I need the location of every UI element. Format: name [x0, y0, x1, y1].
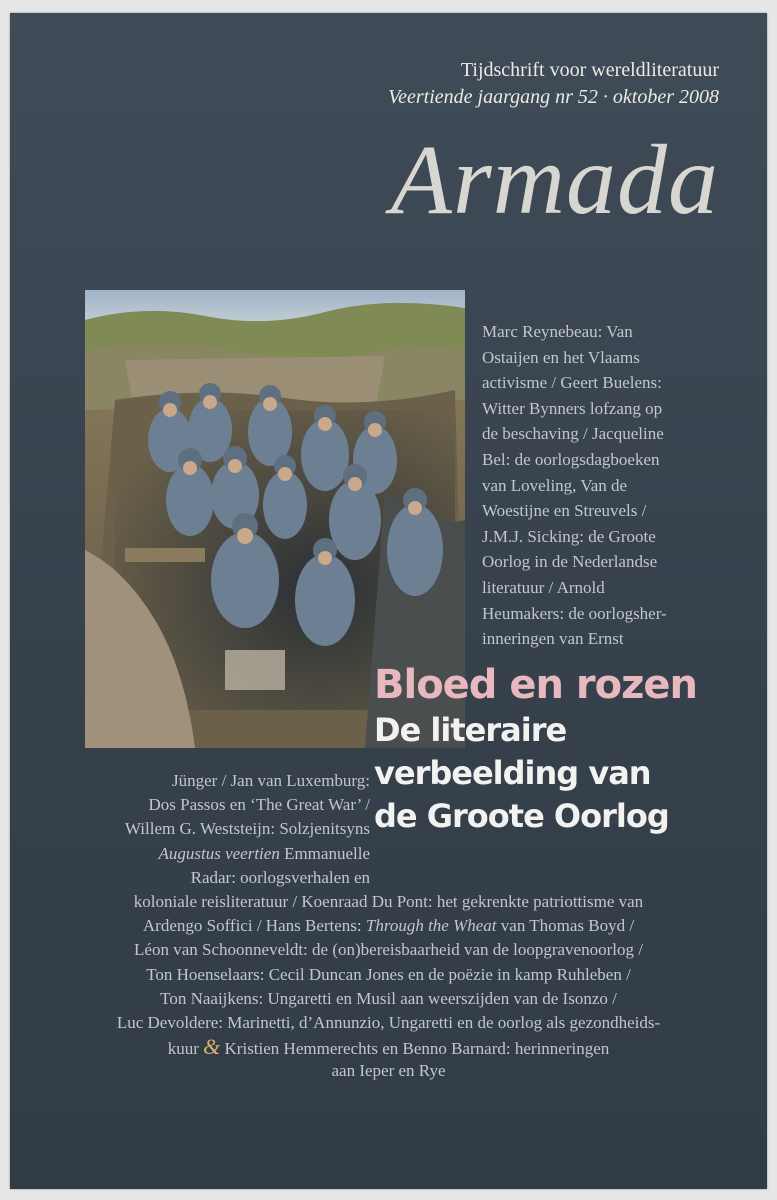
contents-line: Marc Reynebeau: Van — [482, 322, 633, 341]
headline-title: Bloed en rozen — [374, 662, 697, 708]
contents-line: Oorlog in de Nederlandse — [482, 552, 658, 572]
contents-line: kuur & Kristien Hemmerechts en Benno Barnard: herinneringen — [167, 1034, 610, 1060]
subtitle-line-2: Veertiende jaargang nr 52 · oktober 2008 — [388, 86, 719, 108]
contents-line: Dos Passos en ‘The Great War’ / — [148, 795, 370, 815]
contents-line: Woestijne en Streuvels / — [482, 501, 647, 521]
contents-line: literatuur / Arnold — [482, 577, 605, 597]
contents-line: Ostaijen en het Vlaams — [482, 347, 640, 367]
italic-title: Through the Wheat — [365, 916, 497, 936]
contents-line: Witter Bynners lofzang op — [482, 398, 663, 418]
contents-line: koloniale reisliteratuur / Koenraad Du Pont: het gekrenkte patriottisme van — [133, 892, 644, 911]
contents-line: Bel: de oorlogsdagboeken — [482, 449, 660, 469]
headline-subtitle-line-1: De literaire — [374, 711, 567, 749]
magazine-cover — [10, 13, 767, 1189]
contents-right-column — [482, 319, 742, 652]
contents-line: Ton Hoenselaars: Cecil Duncan Jones en de poëzie in kamp Ruhleben / — [146, 964, 631, 984]
contents-line: Jünger / Jan van Luxemburg: — [172, 771, 370, 790]
contents-line: Augustus veertien Emmanuelle — [158, 843, 370, 863]
contents-line: Ton Naaijkens: Ungaretti en Musil aan weerszijden van de Isonzo / — [160, 988, 617, 1008]
contents-line: aan Ieper en Rye — [331, 1061, 446, 1081]
masthead-title: Armada — [390, 124, 719, 235]
cover-subtitle — [388, 57, 719, 111]
contents-line: activisme / Geert Buelens: — [482, 373, 662, 393]
subtitle-line-1: Tijdschrift voor wereldliteratuur — [460, 59, 719, 81]
contents-line: van Loveling, Van de — [482, 475, 628, 495]
contents-line: Willem G. Weststeijn: Solzjenitsyns — [124, 819, 370, 839]
cover-headline — [374, 661, 697, 838]
headline-subtitle-line-3: de Groote Oorlog — [374, 797, 669, 835]
ampersand-ornament: & — [203, 1034, 221, 1060]
contents-line: Ardengo Soffici / Hans Bertens: Through the Wheat van Thomas Boyd / — [142, 916, 635, 936]
contents-line: inneringen van Ernst — [482, 629, 624, 649]
contents-line: de beschaving / Jacqueline — [482, 424, 664, 444]
contents-line: Léon van Schoonneveldt: de (on)bereisbaarheid van de loopgravenoorlog / — [134, 940, 643, 960]
italic-title: Augustus veertien — [158, 843, 280, 863]
headline-subtitle-line-2: verbeelding van — [374, 754, 651, 792]
contents-line: Luc Devoldere: Marinetti, d’Annunzio, Ungaretti en de oorlog als gezondheids- — [116, 1013, 661, 1032]
contents-line: J.M.J. Sicking: de Groote — [482, 526, 656, 546]
contents-line: Heumakers: de oorlogsher- — [482, 603, 667, 623]
contents-line: Radar: oorlogsverhalen en — [190, 867, 370, 887]
